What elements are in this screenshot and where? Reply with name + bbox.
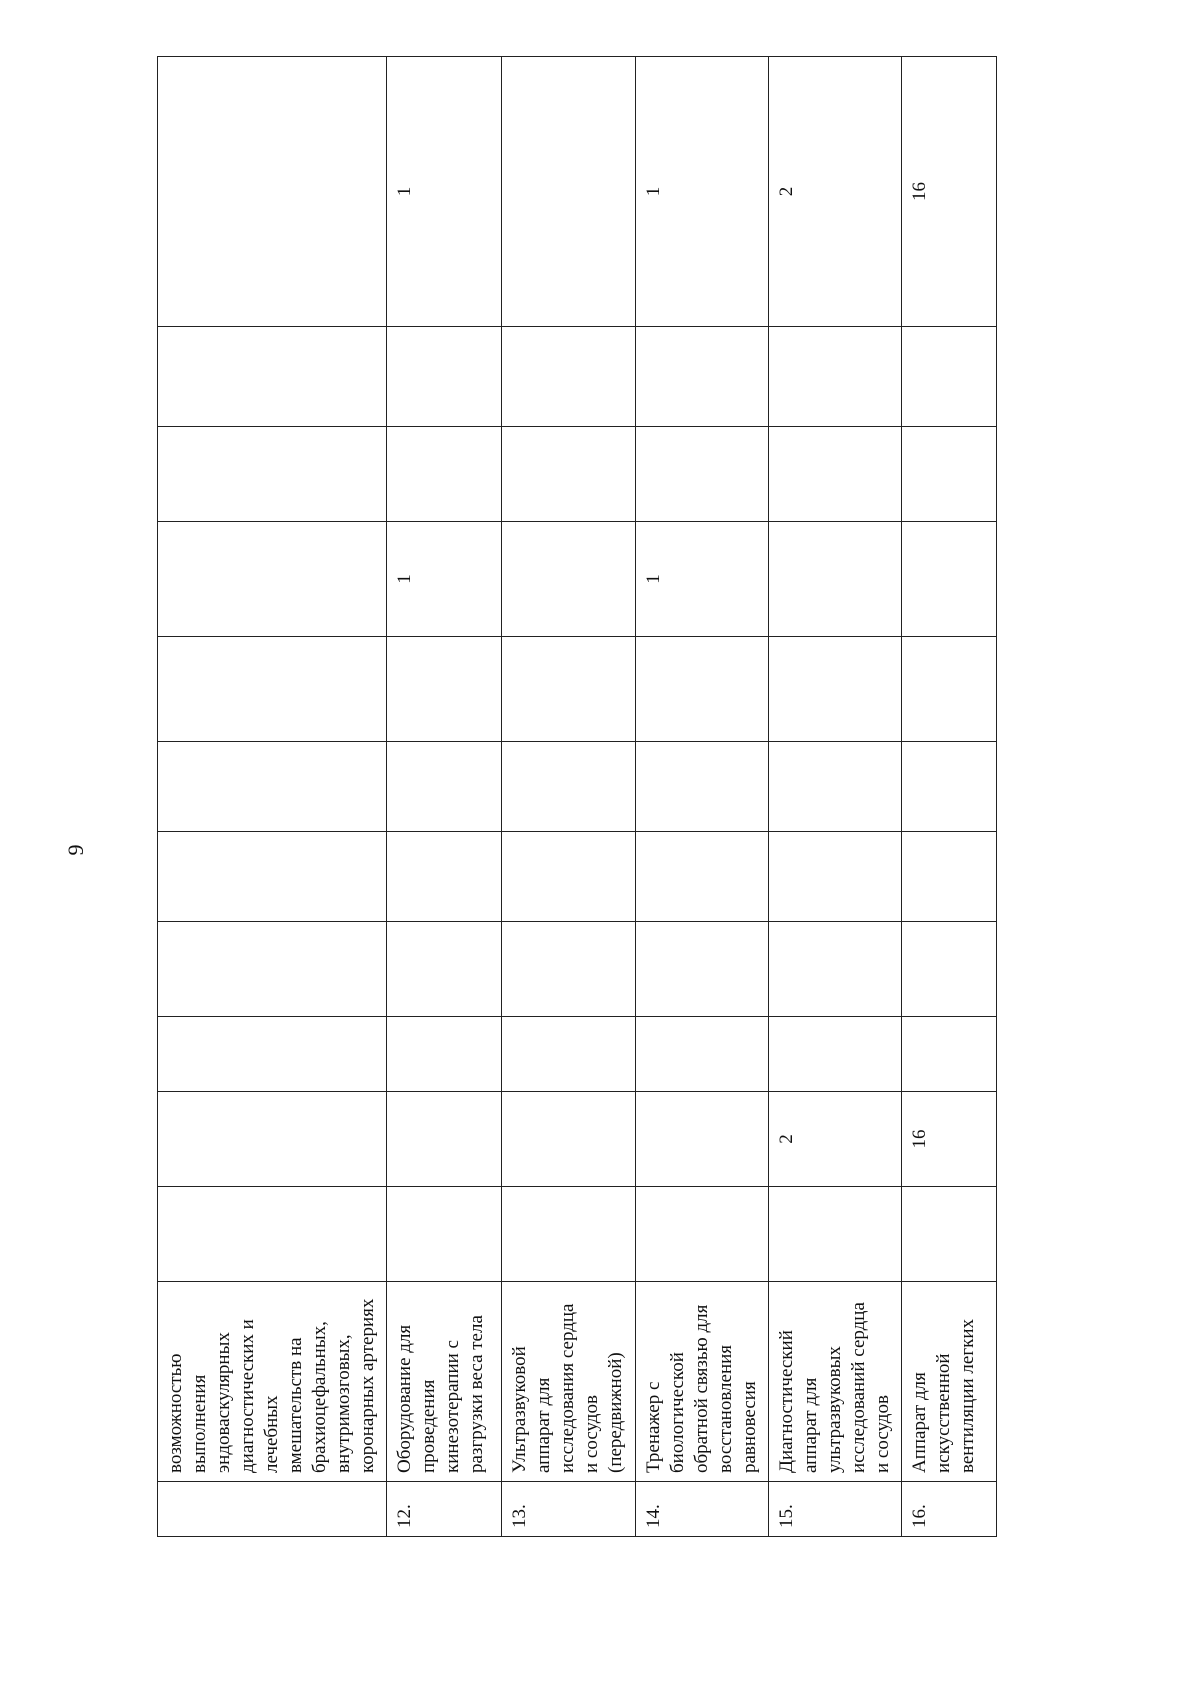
quantity-cell (901, 1187, 996, 1282)
quantity-cell (387, 742, 502, 832)
row-number: 13. (502, 1482, 635, 1537)
quantity-cell (387, 922, 502, 1017)
quantity-cell (158, 327, 387, 427)
row-number: 16. (901, 1482, 996, 1537)
quantity-cell (768, 1187, 901, 1282)
quantity-cell (502, 327, 635, 427)
quantity-cell (768, 522, 901, 637)
row-number (158, 1482, 387, 1537)
rotated-table-sheet (157, 157, 997, 1537)
quantity-cell (768, 637, 901, 742)
quantity-cell (502, 832, 635, 922)
quantity-cell (158, 1187, 387, 1282)
equipment-name: Тренажер с биологической обратной связью для восстановления равновесия (635, 1282, 768, 1482)
quantity-cell (901, 832, 996, 922)
quantity-cell (387, 832, 502, 922)
quantity-cell (158, 1092, 387, 1187)
quantity-cell (387, 1017, 502, 1092)
equipment-name: Ультразвуковой аппарат для исследования сердца и сосудов (передвижной) (502, 1282, 635, 1482)
quantity-cell (502, 922, 635, 1017)
quantity-cell (635, 1092, 768, 1187)
quantity-cell (768, 427, 901, 522)
quantity-cell (635, 832, 768, 922)
row-number: 14. (635, 1482, 768, 1537)
quantity-cell (158, 742, 387, 832)
quantity-cell (158, 427, 387, 522)
quantity-cell (635, 637, 768, 742)
quantity-cell: 2 (768, 1092, 901, 1187)
quantity-cell (901, 637, 996, 742)
quantity-cell: 1 (387, 57, 502, 327)
equipment-name: Диагностический аппарат для ультразвуковых исследований сердца и сосудов (768, 1282, 901, 1482)
quantity-cell (635, 1187, 768, 1282)
quantity-cell (158, 522, 387, 637)
equipment-name: Оборудование для проведения кинезотерапии с разгрузки веса тела (387, 1282, 502, 1482)
quantity-cell (635, 1017, 768, 1092)
row-number: 15. (768, 1482, 901, 1537)
quantity-cell: 2 (768, 57, 901, 327)
quantity-cell (635, 742, 768, 832)
equipment-table (157, 56, 997, 1537)
quantity-cell (901, 522, 996, 637)
quantity-cell (502, 1092, 635, 1187)
table-row (635, 57, 768, 1537)
quantity-cell (387, 1092, 502, 1187)
table-row (502, 57, 635, 1537)
quantity-cell (768, 922, 901, 1017)
quantity-cell (901, 922, 996, 1017)
quantity-cell (502, 522, 635, 637)
table-row (901, 57, 996, 1537)
quantity-cell (768, 832, 901, 922)
page-number: 9 (63, 844, 88, 856)
quantity-cell (901, 427, 996, 522)
quantity-cell (502, 742, 635, 832)
quantity-cell (387, 637, 502, 742)
quantity-cell (635, 427, 768, 522)
table-row (768, 57, 901, 1537)
quantity-cell: 1 (387, 522, 502, 637)
quantity-cell (768, 327, 901, 427)
quantity-cell (502, 637, 635, 742)
quantity-cell (387, 1187, 502, 1282)
row-number: 12. (387, 1482, 502, 1537)
table-row (387, 57, 502, 1537)
quantity-cell (635, 327, 768, 427)
quantity-cell (158, 832, 387, 922)
quantity-cell (158, 57, 387, 327)
quantity-cell: 1 (635, 57, 768, 327)
quantity-cell (158, 922, 387, 1017)
quantity-cell (387, 427, 502, 522)
equipment-name: Аппарат для искусственной вентиляции легких (901, 1282, 996, 1482)
quantity-cell: 16 (901, 57, 996, 327)
quantity-cell (768, 742, 901, 832)
quantity-cell (158, 1017, 387, 1092)
quantity-cell (901, 742, 996, 832)
quantity-cell (901, 327, 996, 427)
quantity-cell (768, 1017, 901, 1092)
quantity-cell (502, 427, 635, 522)
quantity-cell (387, 327, 502, 427)
equipment-name: возможностью выполнения эндоваскулярных диагностических и лечебных вмешательств на брахиоцефальных, внутримозговых, коронарных артериях (158, 1282, 387, 1482)
quantity-cell (502, 1017, 635, 1092)
table-row (158, 57, 387, 1537)
quantity-cell (635, 922, 768, 1017)
quantity-cell (502, 57, 635, 327)
quantity-cell (901, 1017, 996, 1092)
quantity-cell (502, 1187, 635, 1282)
quantity-cell: 16 (901, 1092, 996, 1187)
quantity-cell (158, 637, 387, 742)
quantity-cell: 1 (635, 522, 768, 637)
